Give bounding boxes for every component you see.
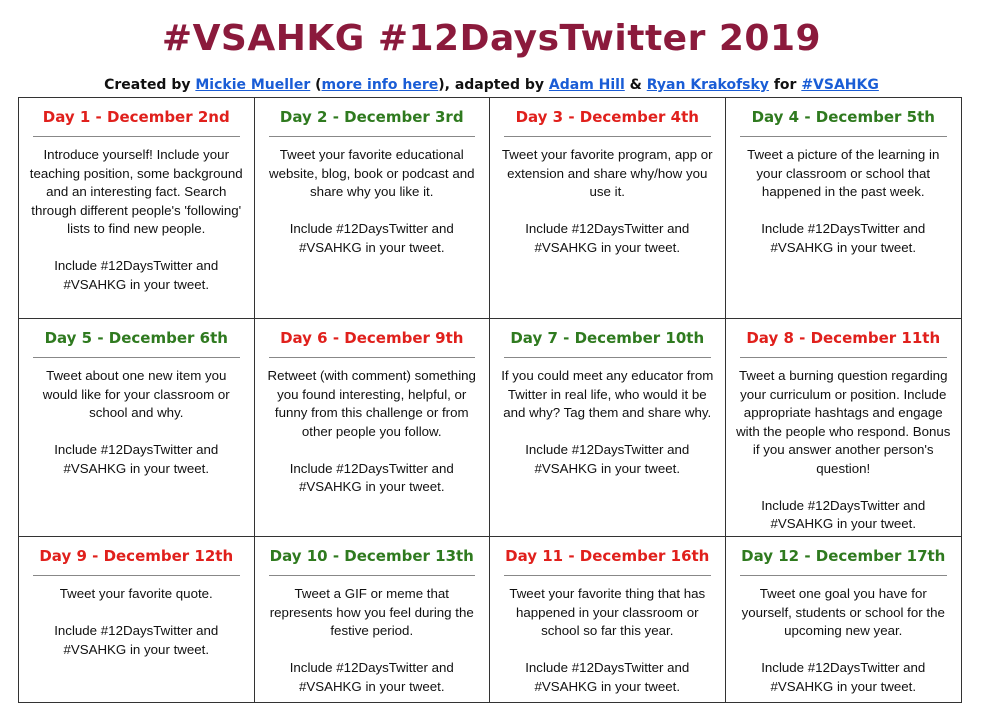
day-heading: Day 7 - December 10th bbox=[504, 319, 711, 358]
day-cell-8 bbox=[726, 319, 962, 537]
day-include-text: Include #12DaysTwitter and #VSAHKG in your tweet. bbox=[525, 660, 690, 694]
created-by-text: Created by bbox=[104, 77, 191, 93]
day-cell-12 bbox=[726, 537, 962, 702]
adapter1-link[interactable]: Adam Hill bbox=[548, 77, 625, 93]
day-include-text: Include #12DaysTwitter and #VSAHKG in your tweet. bbox=[54, 258, 219, 292]
day-cell-3 bbox=[490, 98, 726, 319]
day-grid bbox=[18, 97, 962, 703]
credits-line bbox=[0, 77, 983, 93]
day-heading: Day 1 - December 2nd bbox=[33, 98, 240, 137]
day-heading: Day 8 - December 11th bbox=[740, 319, 948, 358]
day-task-text: Tweet a picture of the learning in your classroom or school that happened in the past week. bbox=[747, 147, 940, 199]
day-task-text: Tweet one goal you have for yourself, students or school for the upcoming new year. bbox=[741, 586, 945, 638]
day-task-text: Tweet your favorite educational website, blog, book or podcast and share why you like it. bbox=[269, 147, 475, 199]
day-task-text: Tweet a burning question regarding your curriculum or position. Include appropriate hashtags and engage with the people who respond. Bonus if you answer another person's question! bbox=[736, 368, 951, 476]
day-include-text: Include #12DaysTwitter and #VSAHKG in your tweet. bbox=[289, 221, 454, 255]
day-heading: Day 4 - December 5th bbox=[740, 98, 948, 137]
adapted-by-text: ), adapted by bbox=[438, 77, 545, 93]
day-body bbox=[263, 358, 482, 497]
day-cell-7 bbox=[490, 319, 726, 537]
day-include-text: Include #12DaysTwitter and #VSAHKG in your tweet. bbox=[289, 660, 454, 694]
day-cell-1 bbox=[19, 98, 255, 319]
day-body bbox=[27, 137, 246, 294]
day-task-text: Tweet your favorite program, app or extension and share why/how you use it. bbox=[501, 147, 713, 199]
day-include-text: Include #12DaysTwitter and #VSAHKG in your tweet. bbox=[761, 497, 926, 531]
adapter2-link[interactable]: Ryan Krakofsky bbox=[646, 77, 769, 93]
day-body bbox=[498, 137, 717, 257]
paren-open: ( bbox=[315, 77, 322, 93]
hashtag-link[interactable]: #VSAHKG bbox=[801, 77, 879, 93]
day-body bbox=[263, 137, 482, 257]
day-body bbox=[498, 358, 717, 478]
day-include-text: Include #12DaysTwitter and #VSAHKG in your tweet. bbox=[525, 442, 690, 476]
day-cell-5 bbox=[19, 319, 255, 537]
day-include-text: Include #12DaysTwitter and #VSAHKG in your tweet. bbox=[54, 623, 219, 657]
day-task-text: Tweet a GIF or meme that represents how you feel during the festive period. bbox=[269, 586, 474, 638]
day-include-text: Include #12DaysTwitter and #VSAHKG in your tweet. bbox=[289, 460, 454, 494]
day-cell-2 bbox=[255, 98, 491, 319]
day-body bbox=[734, 358, 954, 534]
day-heading: Day 2 - December 3rd bbox=[269, 98, 476, 137]
day-include-text: Include #12DaysTwitter and #VSAHKG in your tweet. bbox=[761, 660, 926, 694]
day-body bbox=[734, 137, 954, 257]
day-cell-6 bbox=[255, 319, 491, 537]
day-body bbox=[498, 576, 717, 696]
day-cell-4 bbox=[726, 98, 962, 319]
day-heading: Day 10 - December 13th bbox=[269, 537, 476, 576]
for-text: for bbox=[773, 77, 797, 93]
day-include-text: Include #12DaysTwitter and #VSAHKG in your tweet. bbox=[525, 221, 690, 255]
day-heading: Day 5 - December 6th bbox=[33, 319, 240, 358]
day-task-text: If you could meet any educator from Twitter in real life, who would it be and why? Tag them and share why. bbox=[501, 368, 714, 420]
day-heading: Day 12 - December 17th bbox=[740, 537, 948, 576]
more-info-link[interactable]: more info here bbox=[321, 77, 439, 93]
day-heading: Day 3 - December 4th bbox=[504, 98, 711, 137]
day-heading: Day 6 - December 9th bbox=[269, 319, 476, 358]
day-task-text: Retweet (with comment) something you found interesting, helpful, or funny from this challenge or from other people you follow. bbox=[267, 368, 476, 439]
day-body bbox=[734, 576, 954, 696]
day-heading: Day 9 - December 12th bbox=[33, 537, 240, 576]
day-task-text: Tweet your favorite quote. bbox=[59, 586, 213, 601]
ampersand: & bbox=[629, 77, 642, 93]
day-body bbox=[27, 358, 246, 478]
day-include-text: Include #12DaysTwitter and #VSAHKG in your tweet. bbox=[761, 221, 926, 255]
day-cell-9 bbox=[19, 537, 255, 702]
day-task-text: Tweet your favorite thing that has happened in your classroom or school so far this year. bbox=[509, 586, 706, 638]
author-link[interactable]: Mickie Mueller bbox=[195, 77, 311, 93]
day-body bbox=[263, 576, 482, 696]
day-body bbox=[27, 576, 246, 659]
day-cell-10 bbox=[255, 537, 491, 702]
day-heading: Day 11 - December 16th bbox=[504, 537, 711, 576]
day-include-text: Include #12DaysTwitter and #VSAHKG in your tweet. bbox=[54, 442, 219, 476]
day-cell-11 bbox=[490, 537, 726, 702]
day-task-text: Tweet about one new item you would like for your classroom or school and why. bbox=[42, 368, 230, 420]
day-task-text: Introduce yourself! Include your teaching position, some background and an interesting fact. Search through different people's 'following' lists to find new people. bbox=[29, 147, 243, 236]
page-title: #VSAHKG #12DaysTwitter 2019 bbox=[161, 18, 822, 59]
